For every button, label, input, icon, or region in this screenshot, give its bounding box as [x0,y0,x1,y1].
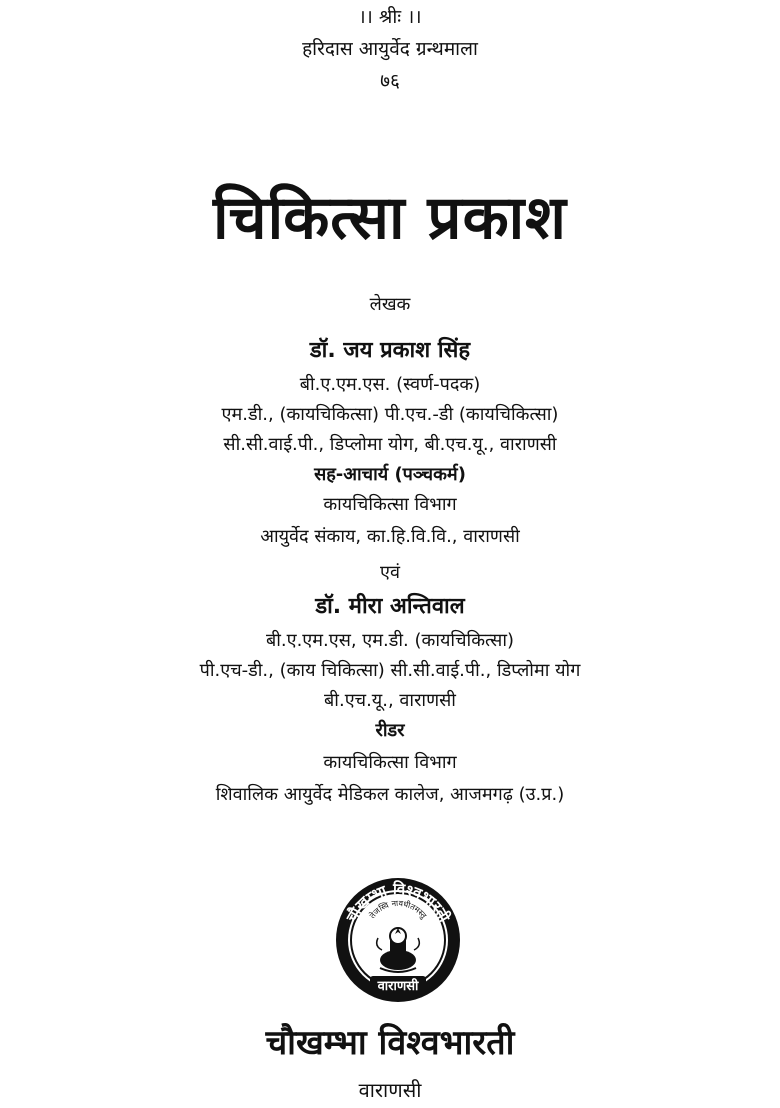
book-title: चिकित्सा प्रकाश [213,183,567,253]
author2-name: डॉ. मीरा अन्तिवाल [315,594,465,619]
author2-qualification-3: बी.एच.यू., वाराणसी [324,690,456,711]
author1-name: डॉ. जय प्रकाश सिंह [309,338,471,363]
invocation: ।। श्रीः ।। [358,6,422,28]
publisher-name: चौखम्भा विश्वभारती [265,1023,515,1063]
series-number: ७६ [380,70,400,92]
author1-qualification-1: बी.ए.एम.एस. (स्वर्ण-पदक) [299,374,481,395]
seal-motto-text: तेजस्वि नावधीतमस्तु [367,898,429,921]
author2-qualification-1: बी.ए.एम.एस, एम.डी. (कायचिकित्सा) [265,630,515,651]
publisher-logo [334,876,462,1004]
author1-institution: आयुर्वेद संकाय, का.हि.वि.वि., वाराणसी [260,526,520,547]
author2-designation: रीडर [375,720,405,741]
publisher-city: वाराणसी [358,1078,422,1102]
author-label: लेखक [369,294,411,315]
author1-qualification-2: एम.डी., (कायचिकित्सा) पी.एच.-डी (कायचिकित्सा) [221,404,559,425]
publisher-seal-icon [334,876,462,1004]
series-name: हरिदास आयुर्वेद ग्रन्थमाला [302,38,478,60]
author2-institution: शिवालिक आयुर्वेद मेडिकल कालेज, आजमगढ़ (उ.प्र.) [215,784,565,805]
author2-qualification-2: पी.एच-डी., (काय चिकित्सा) सी.सी.वाई.पी., डिप्लोमा योग [199,660,581,681]
author2-department: कायचिकित्सा विभाग [323,752,457,773]
seal-outer-text: चौखम्भा विश्वभारती [342,879,454,925]
author1-qualification-3: सी.सी.वाई.पी., डिप्लोमा योग, बी.एच.यू., वाराणसी [223,434,557,455]
conjunction: एवं [380,562,400,583]
author1-department: कायचिकित्सा विभाग [323,494,457,515]
seal-place-text: वाराणसी [377,979,419,994]
author1-designation: सह-आचार्य (पञ्चकर्म) [314,464,466,485]
